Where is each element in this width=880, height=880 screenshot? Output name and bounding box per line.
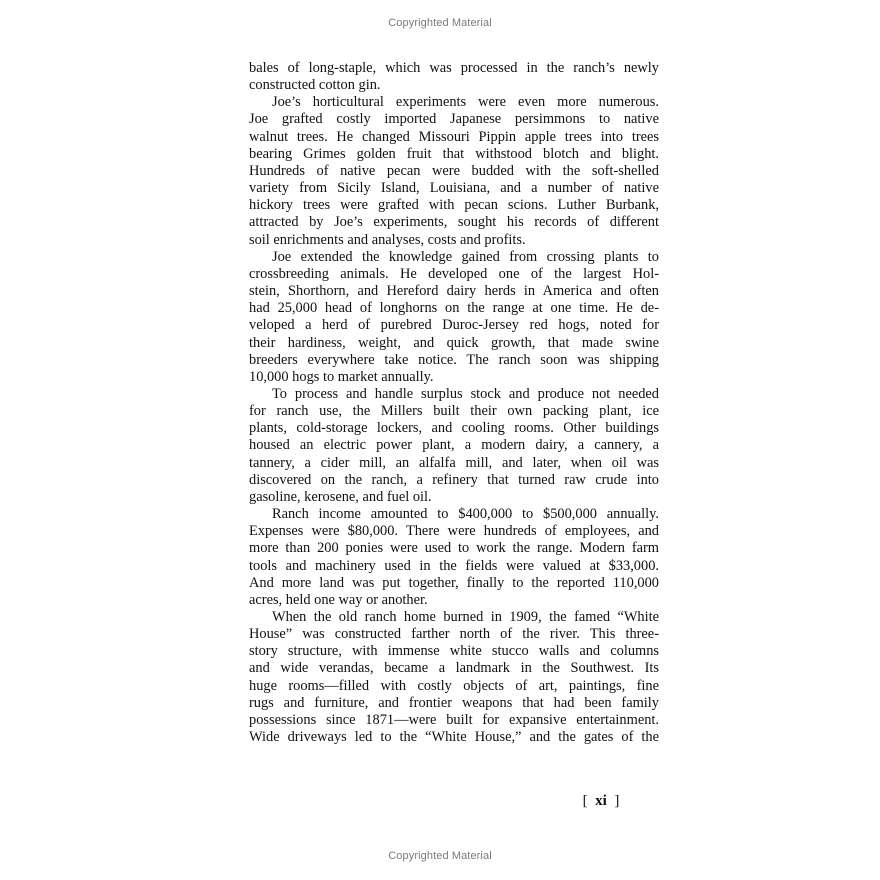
- text-line: plants, cold-storage lockers, and cooling rooms. Other buildings: [249, 420, 659, 437]
- paragraph: [249, 249, 659, 386]
- paragraph: [249, 609, 659, 746]
- text-line: stein, Shorthorn, and Hereford dairy herds in America and often: [249, 283, 659, 300]
- text-line: gasoline, kerosene, and fuel oil.: [249, 488, 432, 505]
- text-line: tannery, a cider mill, an alfalfa mill, and later, when oil was: [249, 454, 659, 471]
- text-line: Ranch income amounted to $400,000 to $500,000 annually.: [272, 506, 659, 523]
- page-number: [ xi ]: [582, 793, 620, 809]
- text-line: When the old ranch home burned in 1909, the famed “White: [272, 609, 659, 625]
- text-line: had 25,000 head of longhorns on the range at one time. He de-: [249, 300, 659, 317]
- text-line: To process and handle surplus stock and produce not needed: [272, 385, 659, 402]
- paragraph: [249, 60, 659, 94]
- text-line: story structure, with immense white stucco walls and columns: [249, 643, 659, 660]
- text-line: Expenses were $80,000. There were hundreds of employees, and: [249, 523, 659, 540]
- text-line: huge rooms—filled with costly objects of art, paintings, fine: [249, 677, 659, 694]
- text-line: bearing Grimes golden fruit that withstood blotch and blight.: [249, 145, 659, 162]
- watermark-bottom: Copyrighted Material: [388, 850, 492, 862]
- text-line: crossbreeding animals. He developed one of the largest Hol-: [249, 265, 659, 282]
- text-line: Joe’s horticultural experiments were even more numerous.: [272, 94, 659, 111]
- paragraph: [249, 94, 659, 248]
- text-line: and wide verandas, became a landmark in the Southwest. Its: [249, 660, 659, 677]
- text-line: breeders everywhere take notice. The ranch soon was shipping: [249, 351, 659, 368]
- text-line: walnut trees. He changed Missouri Pippin apple trees into trees: [249, 128, 659, 145]
- text-line: House” was constructed farther north of the river. This three-: [249, 626, 659, 643]
- paragraph: [249, 506, 659, 609]
- text-line: Joe extended the knowledge gained from crossing plants to: [272, 248, 659, 265]
- text-line: constructed cotton gin.: [249, 77, 381, 94]
- body-text: [249, 60, 659, 746]
- text-line: Hundreds of native pecan were budded with the soft-shelled: [249, 162, 659, 179]
- text-line: bales of long-staple, which was processed in the ranch’s newly: [249, 60, 659, 76]
- text-line: hickory trees were grafted with pecan scions. Luther Burbank,: [249, 197, 659, 214]
- text-line: their hardiness, weight, and quick growth, that made swine: [249, 334, 659, 351]
- paragraph: [249, 386, 659, 506]
- text-line: Wide driveways led to the “White House,” and the gates of the: [249, 729, 659, 746]
- text-line: 10,000 hogs to market annually.: [249, 368, 434, 385]
- text-line: for ranch use, the Millers built their own packing plant, ice: [249, 403, 659, 420]
- text-line: attracted by Joe’s experiments, sought his records of different: [249, 214, 659, 231]
- text-line: tools and machinery used in the fields were valued at $33,000.: [249, 557, 659, 574]
- text-line: soil enrichments and analyses, costs and profits.: [249, 231, 526, 248]
- text-line: veloped a herd of purebred Duroc-Jersey red hogs, noted for: [249, 317, 659, 334]
- text-line: discovered on the ranch, a refinery that turned raw crude into: [249, 471, 659, 488]
- text-line: Joe grafted costly imported Japanese persimmons to native: [249, 111, 659, 128]
- page-number-value: xi: [595, 793, 607, 809]
- text-line: rugs and furniture, and frontier weapons that had been family: [249, 694, 659, 711]
- text-line: variety from Sicily Island, Louisiana, and a number of native: [249, 180, 659, 197]
- watermark-top: Copyrighted Material: [388, 17, 492, 29]
- text-line: more than 200 ponies were used to work the range. Modern farm: [249, 540, 659, 557]
- text-line: acres, held one way or another.: [249, 591, 428, 608]
- text-line: possessions since 1871—were built for expansive entertainment.: [249, 711, 659, 728]
- text-line: And more land was put together, finally to the reported 110,000: [249, 574, 659, 591]
- text-line: housed an electric power plant, a modern dairy, a cannery, a: [249, 437, 659, 454]
